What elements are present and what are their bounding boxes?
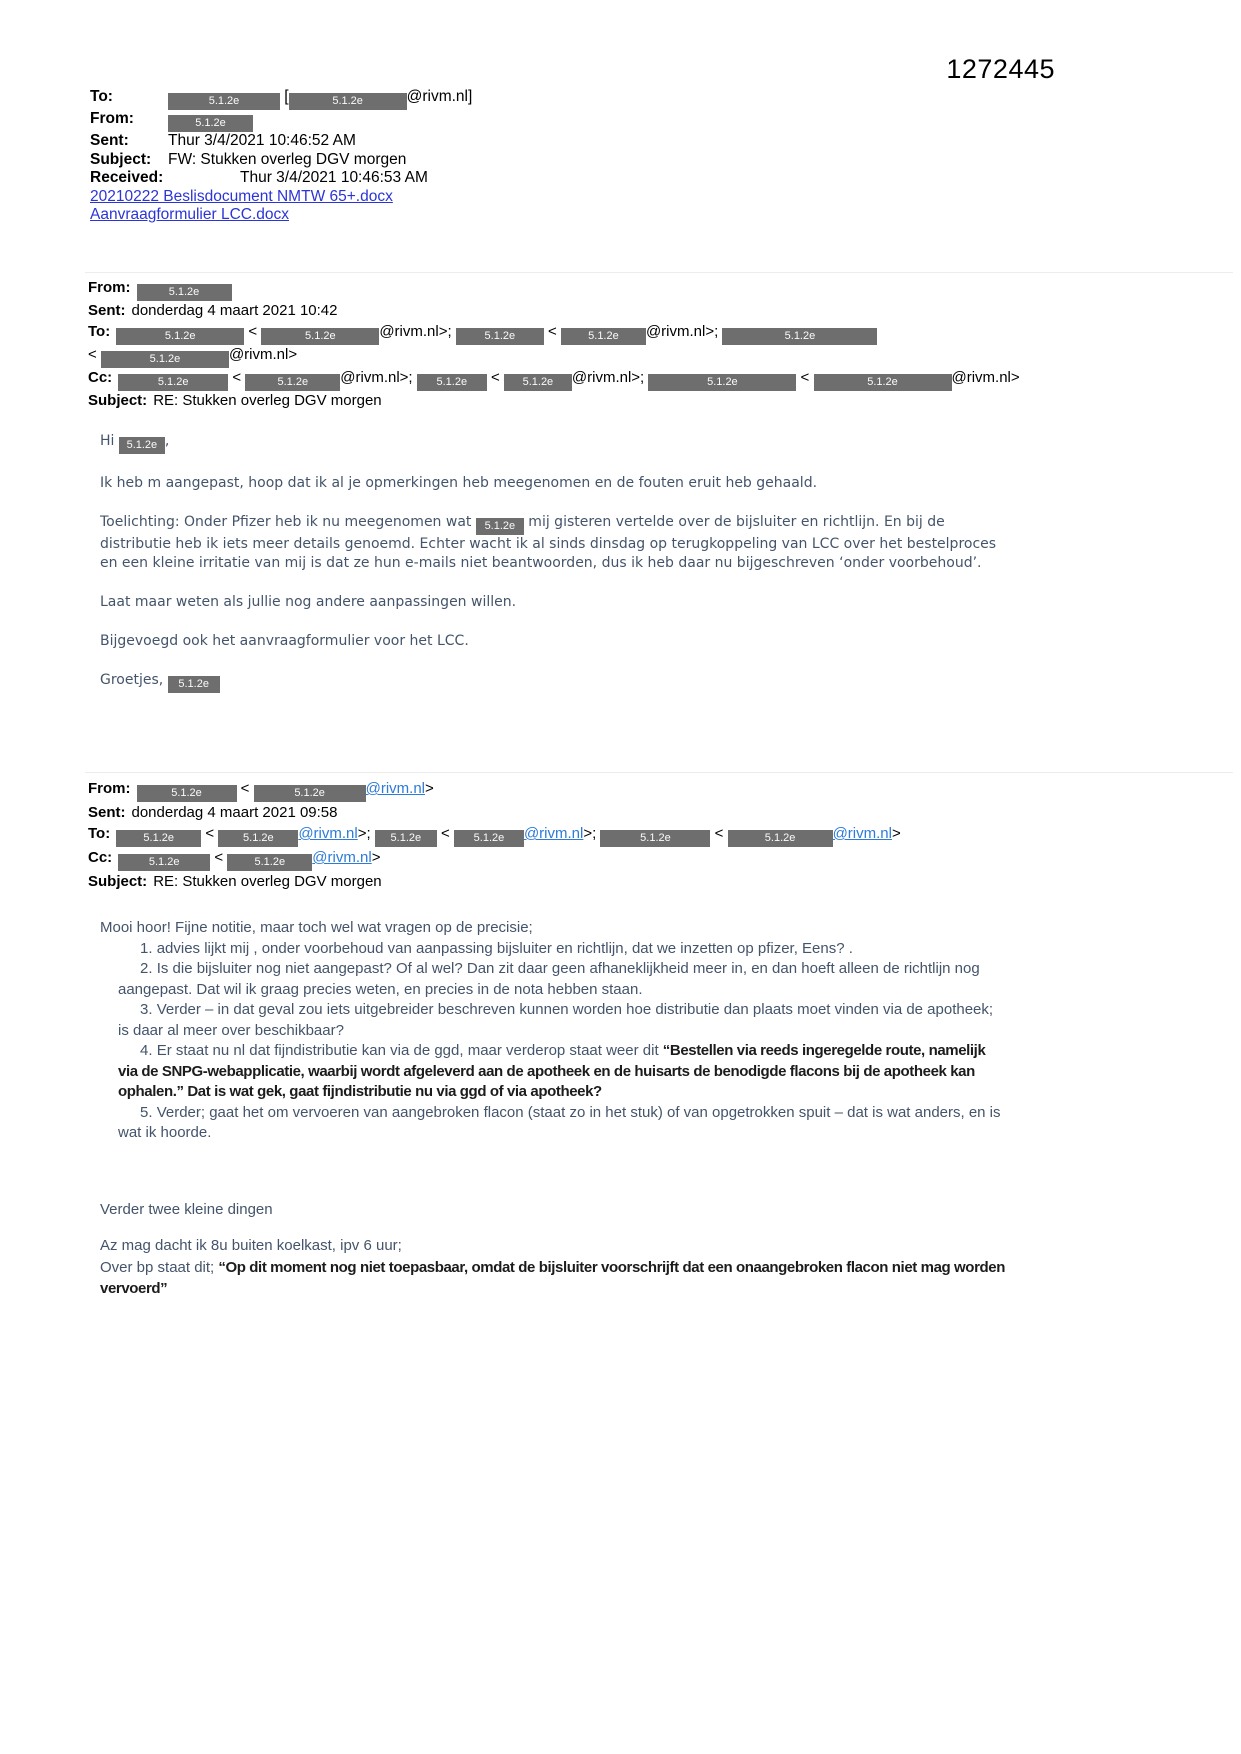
text-run: @rivm.nl> (228, 345, 298, 363)
subject-value: FW: Stukken overleg DGV morgen (168, 150, 407, 168)
received-label: Received: (90, 169, 164, 186)
redaction-box: 5.1.2e (648, 374, 796, 391)
subject-value: RE: Stukken overleg DGV morgen (153, 391, 382, 409)
text-run: Er staat nu nl dat fijndistributie kan via de ggd, maar verderop staat weer dit (156, 1042, 663, 1059)
redaction-box: 5.1.2e (417, 374, 487, 391)
redaction-box: 5.1.2e (168, 93, 280, 110)
text-run: < (710, 825, 728, 842)
item-number: 2. (140, 960, 157, 977)
text-run: < (244, 322, 262, 340)
email2-sent-row (88, 802, 1233, 823)
email1-subject-row (88, 391, 1233, 412)
email1-to-row (88, 322, 1233, 368)
redaction-box: 5.1.2e (261, 328, 379, 345)
redaction-box: 5.1.2e (476, 518, 524, 535)
closing-line (100, 1257, 1008, 1299)
quoted-text: “Bestellen via reeds ingeregelde route, namelijk via de SNPG-webapplicatie, waarbij wordt afgeleverd aan de apotheek en de huisarts de benodigde flacons bij de apotheek kan ophalen.” Dat is wat gek, gaat fijndistributie nu via ggd of via apotheek? (118, 1042, 986, 1100)
from-label: From: (90, 110, 134, 127)
to-label: To: (90, 88, 113, 105)
to-label: To: (88, 322, 111, 340)
email1-from-row (88, 278, 1233, 301)
redaction-box: 5.1.2e (137, 284, 232, 301)
document-number: 1272445 (946, 54, 1055, 84)
paragraph: Bijgevoegd ook het aanvraagformulier voor het LCC. (100, 633, 469, 649)
attachment-link[interactable]: Aanvraagformulier LCC.docx (90, 206, 290, 223)
text-run: < (486, 368, 504, 386)
item-number: 4. (140, 1042, 157, 1059)
redaction-box: 5.1.2e (168, 676, 220, 693)
text-run: @rivm.nl] (406, 88, 473, 105)
text-run: < (228, 368, 246, 386)
text-run: Hi (100, 433, 119, 449)
item-number: 3. (140, 1001, 157, 1018)
redaction-box: 5.1.2e (101, 351, 229, 368)
redaction-box: 5.1.2e (118, 374, 228, 391)
paragraph: Ik heb m aangepast, hoop dat ik al je opmerkingen heb meegenomen en de fouten eruit heb gehaald. (100, 474, 818, 491)
redaction-box: 5.1.2e (504, 374, 572, 391)
redaction-box: 5.1.2e (168, 115, 253, 132)
rivm-address-link[interactable]: @rivm.nl (523, 825, 584, 842)
text-run: Verder – in dat geval zou iets uitgebreider beschreven kunnen worden hoe distributie dan plaats moet vinden via de apotheek; is daar al meer over beschikbaar? (118, 1001, 994, 1039)
redaction-box: 5.1.2e (728, 830, 833, 847)
redaction-box: 5.1.2e (119, 437, 165, 454)
redaction-box: 5.1.2e (814, 374, 952, 391)
text-run: < (543, 322, 561, 340)
cc-value (118, 849, 380, 866)
cc-label: Cc: (88, 368, 113, 386)
quoted-text: “Op dit moment nog niet toepasbaar, omdat de bijsluiter voorschrijft dat een onaangebroken flacon niet mag worden vervoerd” (100, 1258, 1005, 1297)
sent-value: donderdag 4 maart 2021 10:42 (131, 302, 338, 319)
item-number: 5. (140, 1103, 157, 1121)
sent-value: donderdag 4 maart 2021 09:58 (131, 804, 338, 821)
text-run: < (236, 780, 254, 797)
closing-line: Az mag dacht ik 8u buiten koelkast, ipv 6 uur; (100, 1237, 402, 1254)
quoted-email-2 (85, 772, 1233, 1299)
to-value (116, 825, 901, 842)
attachment-list (90, 188, 1201, 225)
from-label: From: (88, 780, 131, 797)
email2-body (100, 918, 1008, 1299)
email1-body (100, 432, 1000, 693)
redaction-box: 5.1.2e (375, 830, 437, 847)
redaction-box: 5.1.2e (561, 328, 646, 345)
email2-subject-row (88, 871, 1233, 892)
sent-value: Thur 3/4/2021 10:46:52 AM (168, 132, 356, 149)
redaction-box: 5.1.2e (722, 328, 877, 345)
to-label: To: (88, 825, 111, 842)
text-run: Verder; gaat het om vervoeren van aangebroken flacon (staat zo in het stuk) of van opgetrokken spuit – dat is wat anders, en is wat ik hoorde. (118, 1103, 1001, 1141)
redaction-box: 5.1.2e (137, 785, 237, 802)
text-run: Is die bijsluiter nog niet aangepast? Of al wel? Dan zit daar geen afhaneklijkheid meer in, en dan hoeft alleen de richtlijn nog aangepast. Dat wil ik graag precies weten, en precies in de nota hebben staan. (118, 960, 980, 998)
outer-received-row (90, 169, 1201, 188)
quoted-email-1 (85, 272, 1233, 713)
signoff-line (100, 671, 1000, 693)
outer-mail-header (90, 88, 1201, 225)
text-run: @rivm.nl>; (571, 368, 649, 386)
rivm-address-link[interactable]: @rivm.nl (365, 780, 426, 797)
from-value (168, 110, 253, 132)
from-value (137, 279, 232, 296)
body-intro: Mooi hoor! Fijne notitie, maar toch wel wat vragen op de precisie; (100, 919, 533, 936)
item-number: 1. (140, 939, 157, 957)
redaction-box: 5.1.2e (218, 830, 298, 847)
numbered-item (100, 1103, 1008, 1144)
text-run: < (201, 825, 219, 842)
outer-to-row (90, 88, 1201, 110)
from-label: From: (88, 279, 131, 296)
outer-from-row (90, 110, 1201, 132)
text-run: < (210, 849, 228, 866)
attachment-link[interactable]: 20210222 Beslisdocument NMTW 65+.docx (90, 187, 393, 205)
paragraph (100, 513, 1000, 574)
text-run: @rivm.nl>; (645, 322, 723, 340)
redaction-box: 5.1.2e (600, 830, 710, 847)
redaction-box: 5.1.2e (289, 93, 407, 110)
text-run: Over bp staat dit; (100, 1258, 219, 1276)
numbered-item (100, 939, 1008, 960)
subject-value: RE: Stukken overleg DGV morgen (153, 873, 382, 890)
cc-value (118, 369, 1019, 386)
closing-line: Verder twee kleine dingen (100, 1200, 273, 1218)
text-run: advies lijkt mij , onder voorbehoud van aanpassing bijsluiter en richtlijn, dat we inzetten op pfizer, Eens? . (156, 939, 853, 957)
text-run: Toelichting: Onder Pfizer heb ik nu meegenomen wat (100, 513, 476, 530)
redaction-box: 5.1.2e (254, 785, 366, 802)
text-run: < (88, 345, 101, 363)
redaction-box: 5.1.2e (116, 830, 201, 847)
numbered-item (100, 1041, 1008, 1103)
to-value (88, 323, 877, 363)
redaction-box: 5.1.2e (454, 830, 524, 847)
text-run: @rivm.nl>; (379, 322, 456, 340)
text-run: < (436, 825, 454, 842)
text-run: @rivm.nl>; (340, 368, 417, 386)
redaction-box: 5.1.2e (456, 328, 544, 345)
subject-label: Subject: (88, 873, 148, 890)
email1-sent-row (88, 301, 1233, 322)
paragraph: Laat maar weten als jullie nog andere aanpassingen willen. (100, 594, 517, 610)
text-run: < (796, 368, 814, 386)
text-run: > (425, 780, 434, 797)
email2-from-row (88, 778, 1233, 802)
greeting-line (100, 432, 1000, 454)
sent-label: Sent: (88, 804, 126, 821)
cc-label: Cc: (88, 849, 113, 866)
email2-to-row (88, 823, 1233, 847)
redaction-box: 5.1.2e (118, 854, 210, 871)
text-run: > (891, 825, 901, 842)
redaction-box: 5.1.2e (116, 328, 244, 345)
outer-sent-row (90, 132, 1201, 151)
to-value (168, 88, 472, 110)
text-run: >; (357, 825, 375, 842)
numbered-item (100, 959, 1008, 1000)
text-run: [ (280, 88, 289, 105)
received-value: Thur 3/4/2021 10:46:53 AM (240, 169, 428, 186)
redaction-box: 5.1.2e (245, 374, 340, 391)
text-run: @rivm.nl> (951, 368, 1020, 386)
text-run: mij gisteren vertelde over de bijsluiter en richtlijn. En bij de distributie heb ik iets meer details genoemd. Echter wacht ik al sinds dinsdag op terugkoppeling van LCC over het bestelproces en een kleine irritatie van mij is dat ze hun e-mails niet beantwoorden, dus ik heb daar nu bijgeschreven ‘onder voorbehoud’. (100, 513, 997, 571)
rivm-address-link[interactable]: @rivm.nl (312, 849, 372, 866)
rivm-address-link[interactable]: @rivm.nl (832, 825, 892, 842)
subject-label: Subject: (90, 150, 152, 168)
redaction-box: 5.1.2e (227, 854, 312, 871)
outer-subject-row (90, 151, 1201, 170)
text-run: > (371, 849, 381, 866)
from-value (137, 780, 434, 797)
numbered-list (100, 939, 1008, 1144)
sent-label: Sent: (90, 132, 129, 149)
text-run: Groetjes, (100, 672, 168, 688)
email1-cc-row (88, 368, 1233, 391)
text-run: >; (583, 825, 601, 842)
email2-cc-row (88, 847, 1233, 871)
subject-label: Subject: (88, 391, 148, 409)
rivm-address-link[interactable]: @rivm.nl (298, 825, 358, 842)
numbered-item (100, 1000, 1008, 1041)
sent-label: Sent: (88, 302, 126, 319)
text-run: , (164, 433, 170, 449)
